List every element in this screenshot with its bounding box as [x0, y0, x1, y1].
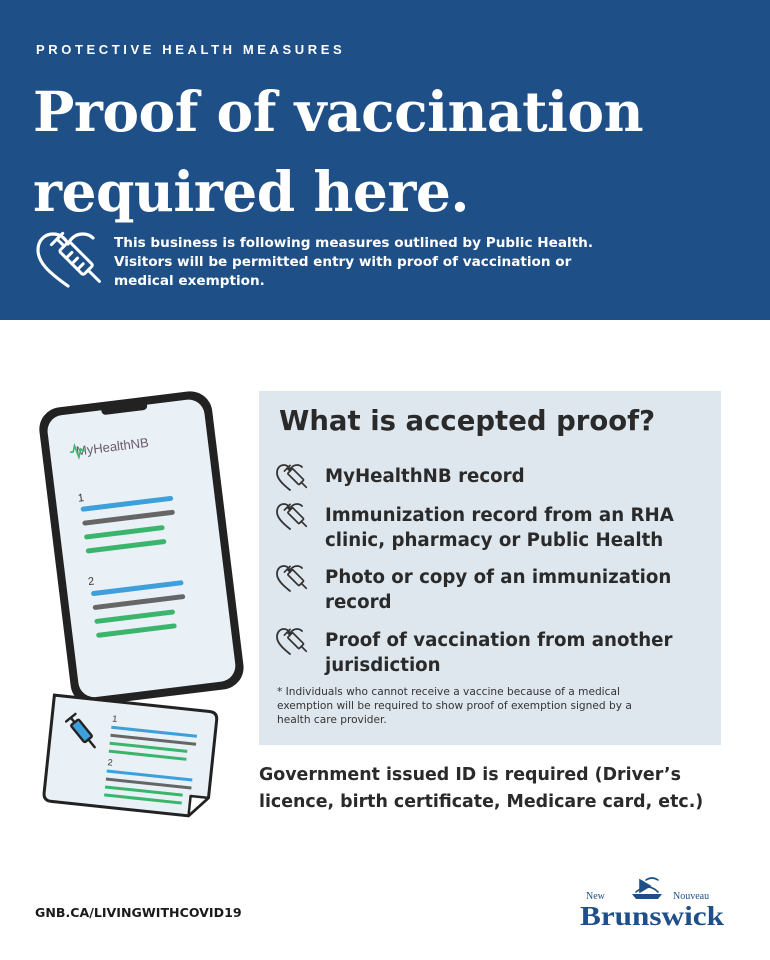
footer-website-link[interactable]: GNB.CA/LIVINGWITHCOVID19 — [35, 905, 242, 920]
footnote-line: health care provider. — [277, 714, 387, 726]
proof-item-line: Immunization record from an RHA — [325, 505, 674, 526]
proof-item-text — [325, 628, 715, 678]
id-note-line: Government issued ID is required (Driver’s — [259, 765, 681, 785]
page-title — [33, 72, 733, 232]
footnote-line: * Individuals who cannot receive a vaccine because of a medical — [277, 686, 620, 698]
title-line-2: required here. — [33, 159, 469, 224]
proof-item-line: jurisdiction — [325, 655, 441, 676]
intro-line-3: medical exemption. — [114, 273, 265, 289]
government-id-note — [259, 762, 739, 816]
accepted-proof-panel — [259, 391, 721, 745]
intro-line-1: This business is following measures outlined by Public Health. — [114, 235, 594, 251]
proof-item-text — [325, 464, 715, 489]
proof-item-line: clinic, pharmacy or Public Health — [325, 530, 664, 551]
new-brunswick-logo — [578, 872, 728, 930]
intro-line-2: Visitors will be permitted entry with proof of vaccination or — [114, 254, 572, 270]
app-logo-text: MyHealthNB — [75, 434, 150, 459]
proof-item-line: Photo or copy of an immunization — [325, 567, 672, 588]
heart-syringe-icon — [275, 564, 309, 594]
header-banner — [0, 0, 770, 320]
proof-item-line: Proof of vaccination from another — [325, 630, 673, 651]
id-note-line: licence, birth certificate, Medicare card, etc.) — [259, 792, 704, 812]
card-section-2-number: 2 — [107, 757, 114, 768]
phone-section-2-number: 2 — [87, 575, 95, 589]
heart-syringe-icon — [275, 463, 309, 493]
smartphone-illustration — [37, 389, 246, 708]
logo-new-text: New — [586, 891, 605, 902]
ship-emblem-icon — [632, 878, 662, 899]
heart-syringe-icon — [275, 502, 309, 532]
heart-syringe-icon — [275, 627, 309, 657]
title-line-1: Proof of vaccination — [33, 79, 644, 144]
heart-syringe-icon — [34, 230, 102, 292]
logo-brunswick-text: Brunswick — [580, 901, 724, 930]
proof-item-text — [325, 565, 715, 615]
proof-item-line: record — [325, 592, 392, 613]
eyebrow-text: PROTECTIVE HEALTH MEASURES — [36, 42, 346, 57]
logo-nouveau-text: Nouveau — [673, 891, 710, 902]
record-card-illustration — [43, 695, 217, 818]
phone-and-card-illustration — [26, 385, 256, 830]
proof-item-text — [325, 503, 715, 553]
phone-section-1-number: 1 — [77, 492, 85, 505]
medical-exemption-footnote — [277, 685, 707, 727]
proof-item-line: MyHealthNB record — [325, 466, 525, 487]
footnote-line: exemption will be required to show proof of exemption signed by a — [277, 700, 632, 712]
card-section-1-number: 1 — [111, 713, 118, 724]
accepted-proof-heading: What is accepted proof? — [279, 405, 656, 437]
banner-intro — [114, 234, 674, 291]
